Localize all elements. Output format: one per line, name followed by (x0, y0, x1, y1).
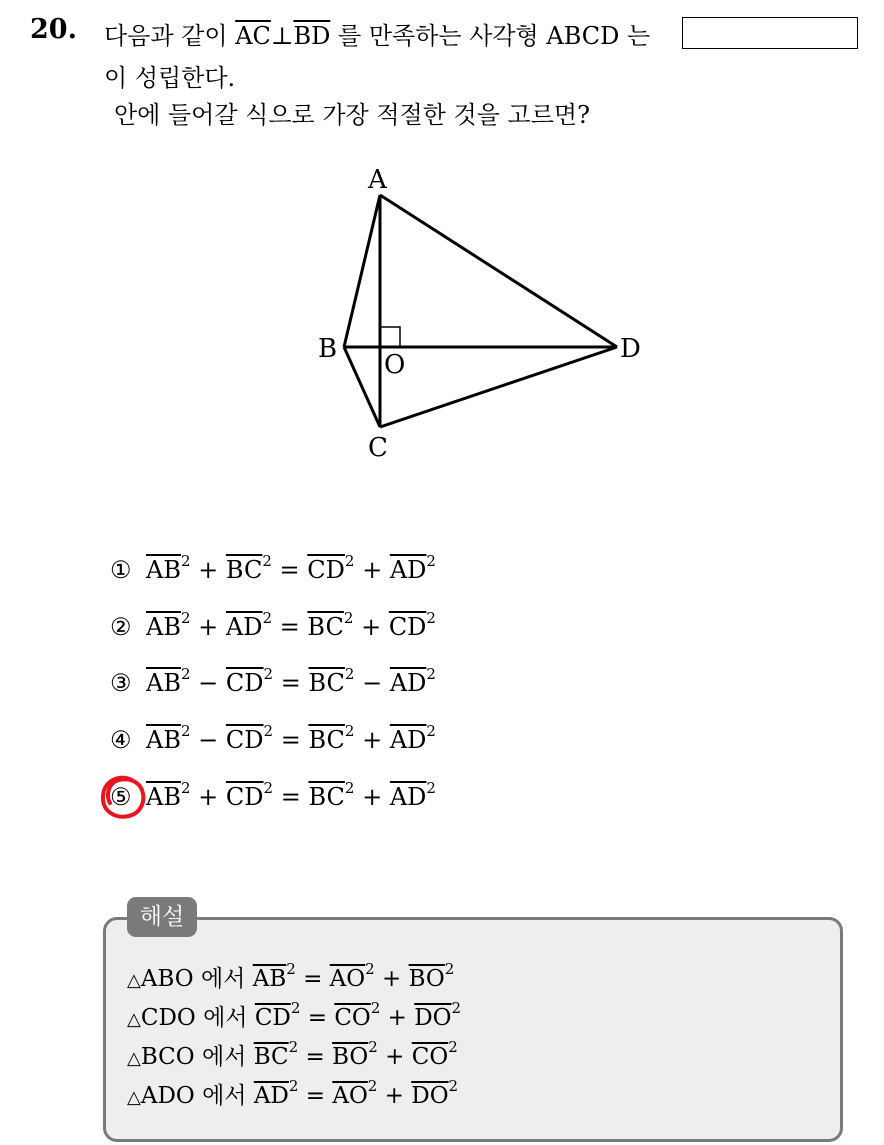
answer-blank-box (682, 17, 858, 49)
term: $\overline{AB}$ (146, 726, 181, 754)
choice-1[interactable] (110, 552, 436, 584)
operator: − (198, 669, 219, 697)
term: $\overline{AD}$ (389, 726, 427, 754)
equals: = (279, 613, 300, 641)
exponent: 2 (290, 999, 301, 1017)
equals: = (307, 1005, 327, 1031)
term: $\overline{AB}$ (146, 669, 181, 697)
exponent: 2 (426, 779, 436, 797)
term: $\overline{CD}$ (254, 1005, 291, 1031)
exponent: 2 (368, 1038, 378, 1056)
exponent: 2 (263, 665, 274, 683)
connector-text: 에서 (201, 1044, 247, 1070)
term: $\overline{BC}$ (308, 783, 345, 811)
explanation-line-2 (127, 999, 461, 1032)
term: $\overline{BC}$ (253, 1044, 289, 1070)
term: $\overline{BC}$ (308, 726, 345, 754)
operator: + (198, 613, 219, 641)
quadrilateral-figure (300, 160, 660, 470)
exponent: 2 (344, 552, 355, 570)
exponent: 2 (426, 722, 436, 740)
exponent: 2 (344, 722, 355, 740)
exponent: 2 (263, 779, 274, 797)
exponent: 2 (286, 960, 296, 978)
operator: + (387, 1005, 407, 1031)
side-ad (380, 195, 617, 347)
term: $\overline{BO}$ (408, 966, 445, 992)
side-cd (380, 347, 617, 427)
operator: + (382, 966, 402, 992)
label-b: B (318, 334, 338, 364)
operator: + (362, 726, 383, 754)
right-angle-mark (380, 327, 400, 347)
exponent: 2 (451, 999, 462, 1017)
label-d: D (620, 334, 641, 364)
term: $\overline{DO}$ (414, 1005, 452, 1031)
exponent: 2 (262, 609, 273, 627)
term: $\overline{AB}$ (146, 556, 181, 584)
connector-text: 에서 (200, 966, 246, 992)
exponent: 2 (262, 552, 272, 570)
connector-text: 에서 (203, 1005, 248, 1031)
triangle-symbol: △ (127, 1048, 141, 1069)
exponent: 2 (426, 552, 436, 570)
label-c: C (368, 433, 388, 463)
operator: − (198, 726, 219, 754)
equals: = (279, 556, 300, 584)
term: $\overline{AD}$ (253, 1083, 289, 1109)
explanation-line-3 (127, 1038, 458, 1071)
term: $\overline{CD}$ (307, 556, 345, 584)
exponent: 2 (448, 1038, 458, 1056)
exponent: 2 (444, 960, 455, 978)
exponent: 2 (180, 779, 191, 797)
equals: = (303, 966, 323, 992)
question-line-1 (104, 16, 650, 51)
answer-circle-mark (98, 772, 150, 822)
equals: = (280, 783, 301, 811)
exponent: 2 (288, 1038, 299, 1056)
perpendicular-symbol: ⊥ (270, 22, 294, 50)
term: $\overline{CD}$ (225, 726, 264, 754)
equals: = (305, 1044, 325, 1070)
choice-number: ② (110, 613, 132, 641)
question-line-2: 이 성립한다. (104, 64, 236, 92)
choice-number: ① (110, 556, 132, 584)
term: $\overline{BC}$ (308, 669, 345, 697)
operator: + (385, 1044, 405, 1070)
term: $\overline{CD}$ (225, 669, 264, 697)
label-o: O (384, 350, 406, 380)
operator: + (198, 783, 219, 811)
choice-5[interactable] (110, 779, 436, 811)
exponent: 2 (180, 609, 191, 627)
term: $\overline{AB}$ (146, 783, 181, 811)
operator: + (362, 783, 383, 811)
triangle-name: BCO (140, 1044, 195, 1070)
exponent: 2 (426, 665, 436, 683)
term: $\overline{CO}$ (411, 1044, 449, 1070)
side-bc (344, 347, 380, 427)
question-text-post: 를 만족하는 사각형 ABCD 는 (338, 22, 651, 50)
explanation-line-1 (127, 960, 454, 993)
connector-text: 에서 (202, 1083, 247, 1109)
term: $\overline{BO}$ (332, 1044, 369, 1070)
triangle-name: CDO (140, 1005, 196, 1031)
exponent: 2 (365, 960, 375, 978)
exponent: 2 (448, 1077, 459, 1095)
equals: = (305, 1083, 326, 1109)
choice-4[interactable] (110, 722, 436, 754)
term: $\overline{BC}$ (307, 613, 344, 641)
term: $\overline{CD}$ (388, 613, 427, 641)
equals: = (280, 669, 301, 697)
choice-number: ④ (110, 726, 132, 754)
exponent: 2 (344, 665, 355, 683)
explanation-title: 해설 (127, 897, 197, 937)
term: $\overline{AD}$ (389, 556, 427, 584)
term: $\overline{AO}$ (329, 966, 366, 992)
exponent: 2 (367, 1077, 378, 1095)
choice-2[interactable] (110, 609, 436, 641)
exponent: 2 (180, 552, 191, 570)
exponent: 2 (344, 779, 355, 797)
triangle-name: ABO (140, 966, 194, 992)
label-a: A (368, 165, 387, 195)
explanation-line-4 (127, 1077, 458, 1110)
exponent: 2 (263, 722, 274, 740)
term: $\overline{AO}$ (332, 1083, 368, 1109)
exponent: 2 (343, 609, 354, 627)
term: $\overline{AD}$ (389, 669, 427, 697)
question-line-3: 안에 들어갈 식으로 가장 적절한 것을 고르면? (114, 101, 590, 129)
equals: = (280, 726, 301, 754)
segment-bd: $\overline{BD}$ (293, 22, 331, 50)
term: $\overline{CD}$ (225, 783, 264, 811)
choice-3[interactable] (110, 665, 436, 697)
triangle-symbol: △ (127, 1009, 141, 1030)
choice-number: ③ (110, 669, 132, 697)
term: $\overline{BC}$ (225, 556, 263, 584)
term: $\overline{AD}$ (225, 613, 263, 641)
triangle-symbol: △ (127, 1087, 141, 1108)
exponent: 2 (180, 722, 191, 740)
question-number: 20. (30, 14, 77, 45)
term: $\overline{DO}$ (411, 1083, 449, 1109)
term: $\overline{AB}$ (252, 966, 287, 992)
triangle-name: ADO (140, 1083, 195, 1109)
exponent: 2 (288, 1077, 299, 1095)
operator: + (362, 556, 383, 584)
exponent: 2 (426, 609, 436, 627)
operator: + (198, 556, 219, 584)
side-ab (344, 195, 380, 347)
choice-number: ⑤ (110, 783, 132, 811)
operator: − (362, 669, 383, 697)
operator: + (361, 613, 382, 641)
term: $\overline{CO}$ (334, 1005, 371, 1031)
term: $\overline{AB}$ (146, 613, 181, 641)
triangle-symbol: △ (127, 970, 141, 991)
segment-ac: $\overline{AC}$ (235, 22, 271, 50)
operator: + (384, 1083, 404, 1109)
question-text-pre: 다음과 같이 (104, 22, 228, 50)
exponent: 2 (180, 665, 191, 683)
term: $\overline{AD}$ (389, 783, 427, 811)
exponent: 2 (370, 999, 381, 1017)
